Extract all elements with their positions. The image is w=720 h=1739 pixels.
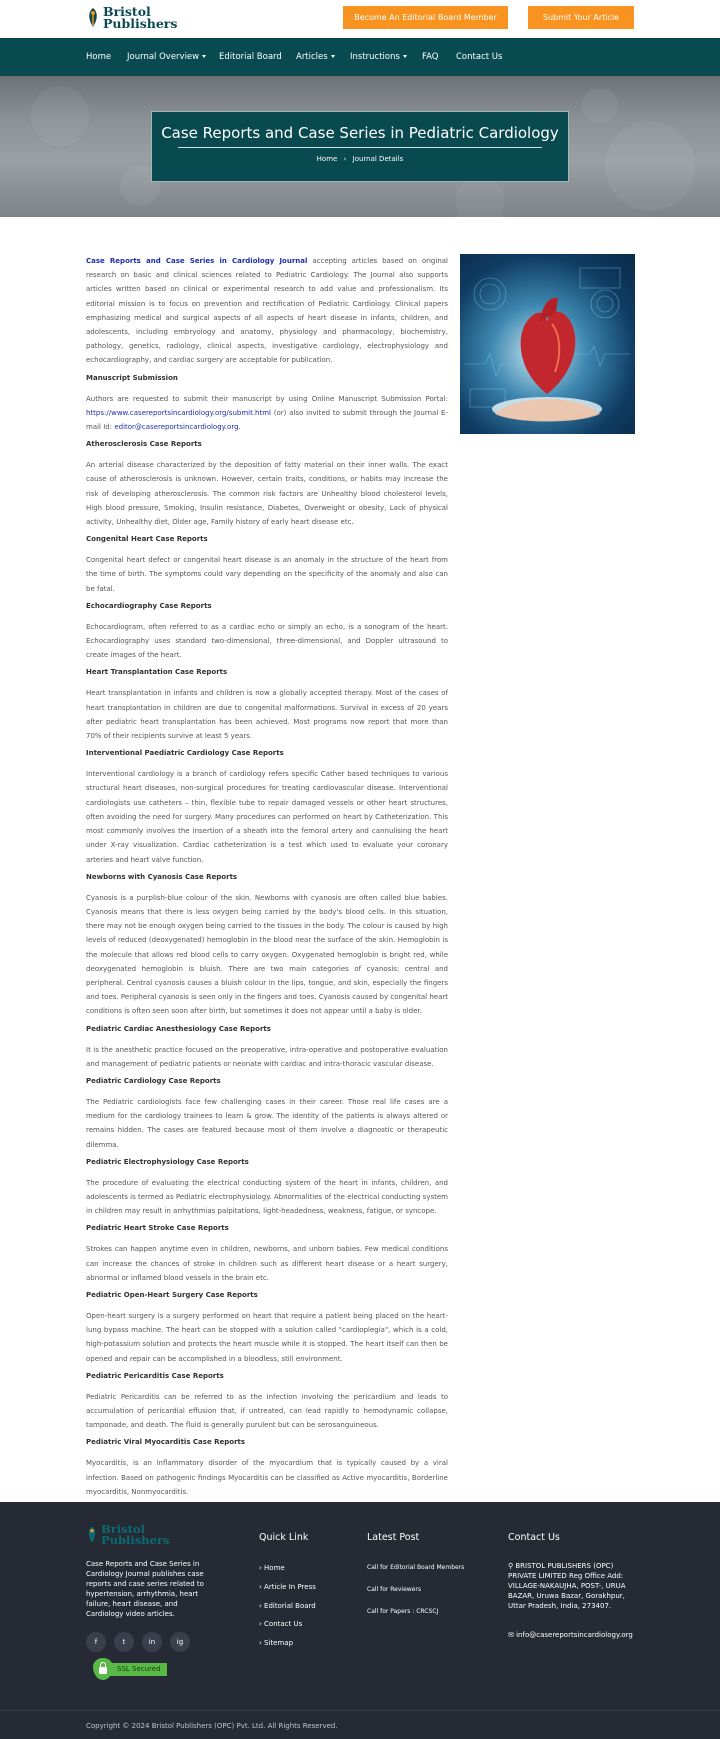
submission-email-link[interactable]: editor@casereportsincardiology.org [114, 423, 239, 432]
submission-heading: Manuscript Submission [86, 373, 178, 382]
footer-link-contact-us[interactable]: › Contact Us [259, 1620, 303, 1628]
footer-email[interactable]: ✉ info@casereportsincardiology.org [508, 1631, 633, 1639]
nav-journal-overview-label: Journal Overview [127, 52, 200, 62]
section-paragraph: Heart transplantation in infants and children is now a globally accepted therapy. Most of the cases of heart transplantation in children are due to congenital malformations. Survival in excess of 20 years after pediatric heart transplantation has been achieved. Most programs now report that more than 70% of their recipients survive at least 5 years. [86, 689, 448, 741]
site-footer [0, 1502, 720, 1739]
nav-editorial-board[interactable] [219, 52, 282, 62]
nav-instructions[interactable] [350, 52, 407, 62]
lock-icon [93, 1658, 113, 1680]
nav-home[interactable] [86, 52, 111, 62]
journal-link[interactable]: Case Reports and Case Series in Cardiology Journal [86, 257, 308, 265]
section-heading: Pediatric Heart Stroke Case Reports [86, 1224, 229, 1233]
envelope-icon: ✉ [508, 1631, 517, 1639]
submission-portal-link[interactable]: https://www.casereportsincardiology.org/submit.html [86, 408, 271, 417]
section-heading: Pediatric Cardiology Case Reports [86, 1076, 221, 1085]
heart-in-hand-illustration [460, 254, 635, 434]
latest-post-item[interactable]: Call for Reviewers [367, 1586, 421, 1593]
quick-link-heading: Quick Link [259, 1532, 309, 1543]
footer-address: ⚲ BRISTOL PUBLISHERS (OPC) PRIVATE LIMITED Reg Office Add: VILLAGE-NAKAUJHA, POST-, URUA BAZAR, Uruwa Bazar, Gorakhpur, Uttar Pradesh, India, 273407. [508, 1562, 626, 1610]
section-paragraph: Congenital heart defect or congenital heart disease is an anomaly in the structure of the heart from the time of birth. The symptoms could vary depending on the specificity of the anomaly and also can be fatal. [86, 556, 448, 593]
nav-editorial-board-label: Editorial Board [219, 52, 282, 62]
topic-sections [86, 440, 448, 1499]
title-divider [178, 147, 542, 148]
breadcrumb-current: Journal Details [352, 155, 404, 163]
top-header [0, 0, 720, 38]
section-heading: Congenital Heart Case Reports [86, 535, 208, 544]
footer-about: Case Reports and Case Series in Cardiology Journal publishes case reports and case series related to hypertension, arrhythmia, heart failure, heart disease, and Cardiology video articles. [86, 1560, 204, 1618]
logo-line2: Publishers [103, 16, 178, 31]
section-heading: Heart Transplantation Case Reports [86, 668, 228, 677]
nav-home-label: Home [86, 52, 112, 62]
section-heading: Newborns with Cyanosis Case Reports [86, 872, 238, 881]
section-heading: Pediatric Open-Heart Surgery Case Reports [86, 1290, 258, 1299]
hero-banner [0, 76, 720, 217]
main-nav [0, 38, 720, 76]
breadcrumb-home[interactable]: Home [316, 155, 338, 163]
chevron-down-icon [403, 55, 407, 58]
section-paragraph: Cyanosis is a purplish-blue colour of the skin. Newborns with cyanosis are often called blue babies. Cyanosis means that there is less oxygen being carried by the body's blood cells. In this situation, there may not be enough oxygen being carried to the tissues in the body. The colour is caused by high levels of reduced (deoxygenated) hemoglobin in the blood near the surface of the skin. Hemoglobin is the molecule that allows red blood cells to carry oxygen. Oxygenated hemoglobin is bright red, while deoxygenated hemoglobin is bluish. There are two main categories of cyanosis: central and peripheral. Central cyanosis causes a bluish colour in the lips, tongue, and skin, especially the fingers and toes. Peripheral cyanosis is seen only in the fingers and toes. Cyanosis caused by congenital heart conditions is often seen soon after birth, but sometimes it does not appear until a baby is older. [86, 893, 448, 1016]
submission-text1: Authors are requested to submit their manuscript by using Online Manuscript Submission Portal: [86, 394, 448, 403]
submission-text2: (or) also invited to submit through the Journal E-mail Id: [86, 408, 448, 432]
journal-details [86, 254, 448, 1531]
chevron-down-icon [202, 55, 206, 58]
footer-link-sitemap[interactable]: › Sitemap [259, 1639, 294, 1647]
submission-text3: . [238, 423, 241, 432]
submit-article-button[interactable]: Submit Your Article [528, 6, 634, 29]
logo-quill-icon [86, 7, 100, 29]
nav-faq-label: FAQ [422, 52, 439, 62]
footer-bottom-bar [0, 1710, 720, 1739]
facebook-icon[interactable]: f [86, 1632, 106, 1652]
breadcrumb-separator-icon: › [343, 155, 347, 163]
logo-quill-icon [86, 1525, 98, 1545]
section-paragraph: The Pediatric cardiologists face few challenging cases in their career. Those real life cases are a medium for the cardiology trainees to learn & grow. The identity of the patients is always altered or remains hidden. The cases are featured because most of them involve a diagnostic or therapeutic dilemma. [86, 1097, 448, 1149]
nav-instructions-label: Instructions [350, 52, 400, 62]
map-pin-icon: ⚲ [508, 1562, 516, 1570]
contact-heading: Contact Us [508, 1532, 560, 1543]
section-paragraph: Echocardiogram, often referred to as a cardiac echo or simply an echo, is a sonogram of the heart. Echocardiography uses standard two-dimensional, three-dimensional, and Doppler ultrasound to create images of the heart. [86, 622, 448, 660]
submission-paragraph [86, 392, 448, 435]
section-paragraph: It is the anesthetic practice focused on the preoperative, intra-operative and postoperative evaluation and management of pediatric patients or neonate with cardiac and intra-thoracic vascular disease. [86, 1045, 448, 1068]
footer-logo-line1: Bristol [101, 1522, 145, 1536]
section-heading: Echocardiography Case Reports [86, 601, 212, 610]
latest-post-heading: Latest Post [367, 1532, 420, 1543]
section-paragraph: Pediatric Pericarditis can be referred to as the infection involving the pericardium and leads to accumulation of pericardial effusion that, if untreated, can lead rapidly to hemodynamic collapse, tamponade, and death. The fluid is generally purulent but can be serosanguineous. [86, 1392, 448, 1430]
section-paragraph: The procedure of evaluating the electrical conducting system of the heart in infants, children, and adolescents is termed as Pediatric electrophysiology. Abnormalities of the electrical conducting system in children may result in arrhythmias palpitations, light-headedness, weakness, fatigue, or syncope. [86, 1178, 448, 1216]
section-heading: Pediatric Viral Myocarditis Case Reports [86, 1438, 246, 1447]
footer-link-article-in-press[interactable]: › Article In Press [259, 1583, 316, 1591]
section-paragraph: Strokes can happen anytime even in children, newborns, and unborn babies. Few medical conditions can increase the chances of stroke in children such as different heart disease or a heart surgery, abnormal or inflamed blood vessels in the brain etc. [86, 1245, 448, 1282]
twitter-icon[interactable]: t [114, 1632, 134, 1652]
section-heading: Pediatric Cardiac Anesthesiology Case Reports [86, 1024, 271, 1033]
page-title: Case Reports and Case Series in Pediatric Cardiology [161, 124, 559, 142]
nav-contact-us[interactable] [456, 52, 502, 62]
intro-text: accepting articles based on original research on basic and clinical sciences related to Pediatric Cardiology. The Journal also supports articles written based on clinical or experimental research to add value and professionalism. Its editorial mission is to focus on prevention and rectification of Pediatric Cardiology. Clinical papers emphasizing medical and surgical aspects of all aspects of heart disease in infants, children, and adolescents, including embryology and anatomy, physiology and pharmacology, biochemistry, pathology, genetics, radiology, clinical aspects, investigative cardiology, electrophysiology and echocardiography, and cardiac surgery are acceptable for publication. [86, 257, 448, 365]
copyright: Copyright © 2024 Bristol Publishers (OPC) Pvt. Ltd. All Rights Reserved. [86, 1722, 338, 1730]
section-paragraph: Myocarditis, is an inflammatory disorder of the myocardium that is typically caused by a viral infection. Based on pathogenic findings Myocarditis can be classified as Active myocarditis, Borderline myocarditis, Nonmyocarditis. [86, 1459, 448, 1496]
logo-line1: Bristol [103, 4, 151, 19]
ssl-secured-badge [93, 1658, 167, 1680]
latest-post-item[interactable]: Call for Editorial Board Members [367, 1564, 465, 1571]
page-title-box [151, 111, 569, 182]
intro-paragraph [86, 254, 448, 368]
site-logo[interactable] [86, 3, 177, 33]
section-heading: Pediatric Electrophysiology Case Reports [86, 1157, 249, 1166]
footer-logo[interactable] [86, 1524, 169, 1546]
chevron-down-icon [331, 55, 335, 58]
breadcrumb [152, 155, 568, 163]
become-editorial-member-button[interactable]: Become An Editorial Board Member [343, 6, 508, 29]
nav-articles-label: Articles [296, 52, 328, 62]
section-paragraph: An arterial disease characterized by the deposition of fatty material on their inner walls. The exact cause of atherosclerosis is unknown. However, certain traits, conditions, or habits may increase the risk of developing atherosclerosis. The common risk factors are Unhealthy blood cholesterol levels, High blood pressure, Smoking, Insulin resistance, Diabetes, Overweight or obesity, Lack of physical activity, Unhealthy diet, Older age, Family history of early heart disease etc. [86, 461, 448, 527]
linkedin-icon[interactable]: in [142, 1632, 162, 1652]
section-heading: Interventional Paediatric Cardiology Case Reports [86, 749, 284, 758]
nav-articles[interactable] [296, 52, 335, 62]
footer-logo-line2: Publishers [101, 1533, 170, 1547]
instagram-icon[interactable]: ig [170, 1632, 190, 1652]
nav-contact-us-label: Contact Us [456, 52, 503, 62]
nav-faq[interactable] [422, 52, 438, 62]
section-heading: Atherosclerosis Case Reports [86, 440, 202, 449]
section-paragraph: Open-heart surgery is a surgery performed on heart that require a patient being placed on the heart-lung bypass machine. The heart can be stopped with a solution called "cardioplegia", which is a cold, high-potassium solution and protects the heart muscle while it is stopped. The heart itself can then be opened and repair can be accomplished in a bloodless, still environment. [86, 1311, 448, 1363]
journal-cover-image [460, 254, 635, 434]
latest-post-item[interactable]: Call for Papers : CRCSCJ [367, 1608, 439, 1615]
footer-link-editorial-board[interactable]: › Editorial Board [259, 1602, 316, 1610]
ssl-label: SSL Secured [107, 1663, 167, 1676]
footer-link-home[interactable]: › Home [259, 1564, 285, 1572]
section-heading: Pediatric Pericarditis Case Reports [86, 1371, 224, 1380]
section-paragraph: Interventional cardiology is a branch of cardiology refers specific Cather based techniques to various structural heart diseases, non-surgical procedures for treating cardiovascular disease. Interventional cardiologists use catheters – thin, flexible tube to repair damaged vessels or other heart structures, often avoiding the need for surgery. Many procedures can performed on heart by Catheterization. This most commonly involves the insertion of a sheath into the femoral artery and cannulising the heart under X-ray visualization. Cardiac catheterization is a test which used to evaluate your coronary arteries and heart valve function. [86, 770, 448, 864]
nav-journal-overview[interactable] [127, 52, 206, 62]
